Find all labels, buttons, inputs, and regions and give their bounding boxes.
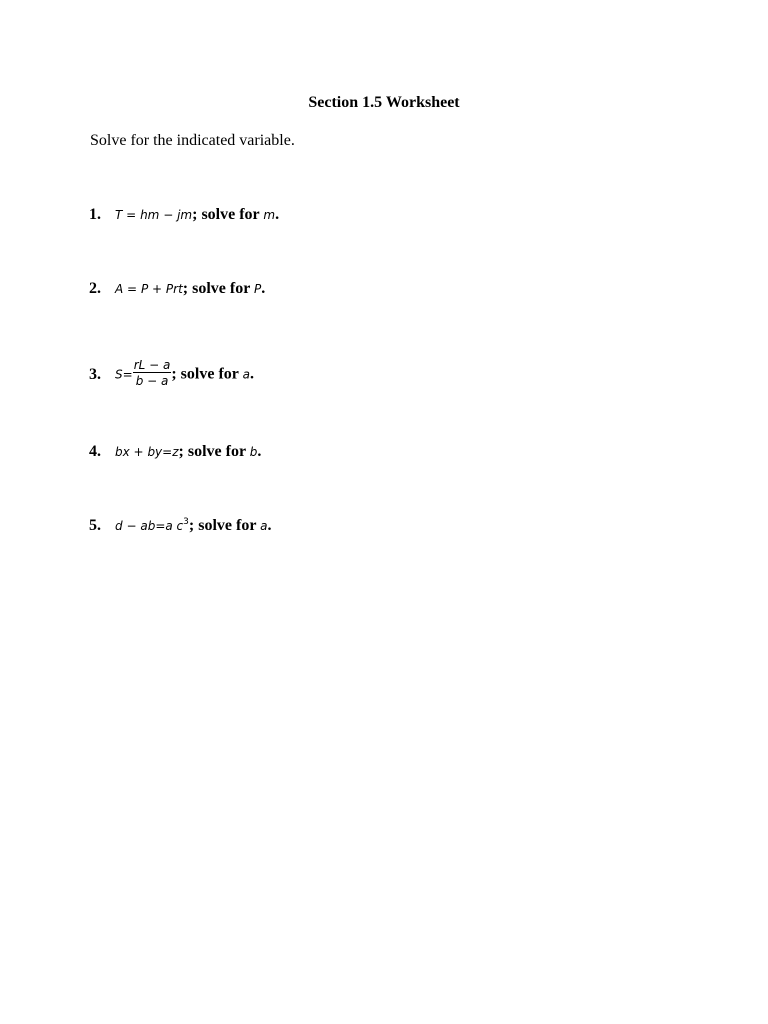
equation-term: Prt (165, 282, 183, 296)
solve-text: ; solve for (182, 280, 255, 297)
target-variable: m (263, 208, 276, 222)
equation (115, 208, 192, 222)
equation-lhs: A (115, 282, 124, 296)
equation (115, 282, 183, 296)
period: . (257, 443, 262, 460)
equation-relation: = (126, 208, 137, 222)
equation-relation: = (122, 367, 133, 382)
problem-3 (89, 360, 254, 390)
period: . (261, 280, 266, 297)
problem-2 (89, 279, 265, 299)
target-variable: P (254, 282, 262, 296)
solve-text: ; solve for (192, 206, 264, 223)
equation-lhs: T (115, 208, 123, 222)
fraction-denominator: b − a (135, 374, 169, 388)
page-title: Section 1.5 Worksheet (308, 94, 460, 111)
equation-relation: = (162, 445, 173, 459)
equation-lhs: S (115, 367, 123, 382)
equation-rhs: z (172, 445, 179, 459)
equation (115, 519, 189, 533)
equation-operator: + (152, 282, 163, 296)
problem-number: 1. (89, 206, 101, 223)
problem-5 (89, 516, 272, 536)
solve-text: ; solve for (171, 365, 243, 383)
solve-text: ; solve for (178, 443, 250, 460)
equation-term: bx (115, 445, 130, 459)
period: . (275, 206, 280, 223)
target-variable: b (249, 445, 258, 459)
target-variable: a (260, 519, 268, 533)
equation (115, 445, 179, 459)
equation-term: hm (140, 208, 160, 222)
equation-term: ab (140, 519, 156, 533)
period: . (267, 517, 272, 534)
equation (115, 368, 133, 382)
problem-number: 3. (89, 365, 101, 383)
equation-relation: = (155, 519, 166, 533)
equation-relation: = (127, 282, 138, 296)
equation-rhs: a c (165, 519, 184, 533)
equation-term: d (115, 519, 123, 533)
exponent: 3 (183, 517, 189, 527)
problem-number: 2. (89, 280, 101, 297)
problem-1 (89, 205, 279, 225)
fraction (133, 358, 172, 388)
instructions-text: Solve for the indicated variable. (90, 132, 295, 149)
period: . (249, 365, 254, 383)
problem-number: 5. (89, 517, 101, 534)
fraction-numerator: rL − a (133, 358, 171, 372)
equation-term: jm (177, 208, 193, 222)
equation-operator: − (163, 208, 174, 222)
problem-number: 4. (89, 443, 101, 460)
equation-term: by (147, 445, 163, 459)
problem-4 (89, 442, 261, 462)
solve-text: ; solve for (188, 517, 261, 534)
equation-operator: − (126, 519, 137, 533)
target-variable: a (242, 367, 250, 382)
equation-term: P (140, 282, 149, 296)
equation-operator: + (133, 445, 144, 459)
